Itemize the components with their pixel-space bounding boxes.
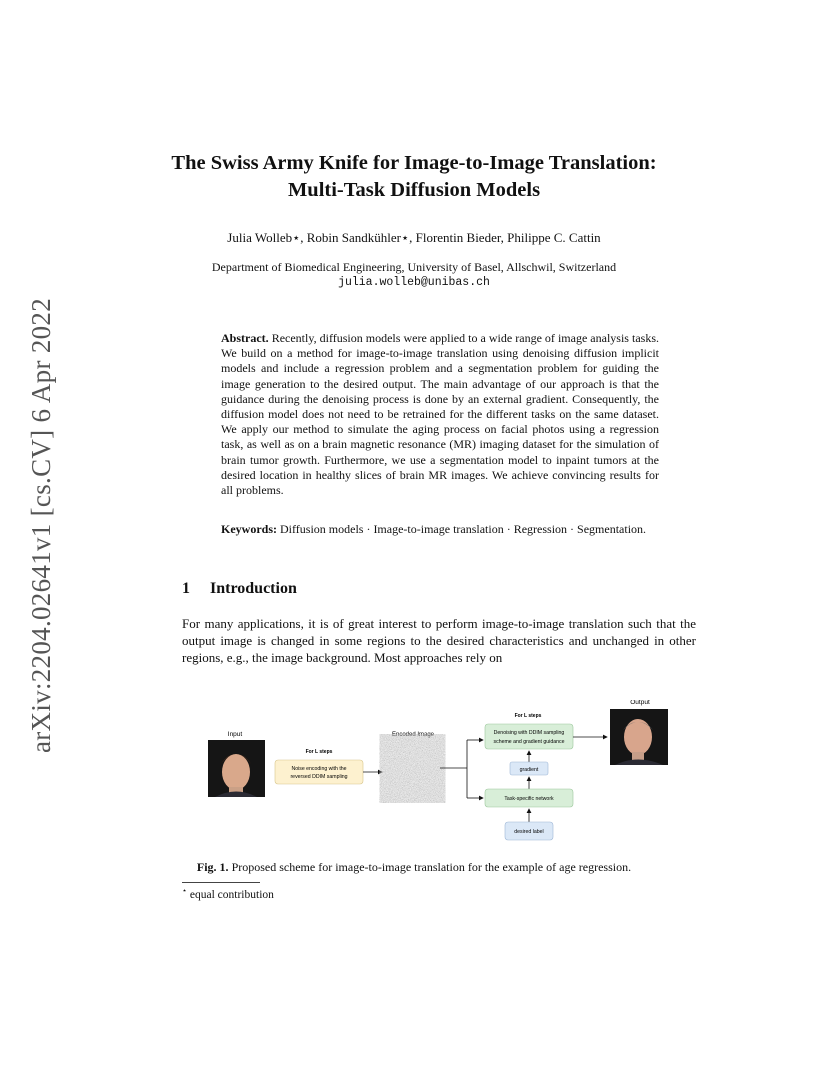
noise-encoding-box (275, 760, 363, 784)
section-heading (182, 580, 297, 598)
caption-label: Fig. 1. (196, 860, 229, 874)
output-photo (610, 709, 668, 765)
keywords (221, 522, 659, 537)
author-list: Julia Wolleb⋆, Robin Sandkühler⋆, Florentin Bieder, Philippe C. Cattin (227, 230, 601, 245)
abstract (221, 331, 659, 498)
arxiv-identifier: arXiv:2204.02641v1 [cs.CV] 6 Apr 2022 (26, 297, 57, 753)
caption-text: Proposed scheme for image-to-image translation for the example of age regression. (231, 860, 632, 874)
abstract-label: Abstract. (221, 331, 269, 345)
intro-paragraph: For many applications, it is of great interest to perform image-to-image translation such that the output image is changed in some regions to the desired characteristics and unchanged in other regions, e.g., the image background. Most approaches rely on (182, 616, 696, 665)
denoise-line1: Denoising with DDIM sampling (493, 730, 565, 736)
section-title: Introduction (210, 580, 297, 597)
denoise-line2: scheme and gradient guidance (493, 739, 565, 745)
figure-caption (160, 860, 668, 875)
email: julia.wolleb@unibas.ch (338, 276, 490, 289)
paper-title: The Swiss Army Knife for Image-to-Image Translation: Multi-Task Diffusion Models (171, 152, 657, 201)
keywords-label: Keywords: (221, 522, 277, 536)
gradient-label: gradient (519, 767, 539, 773)
encoded-image (385, 740, 440, 797)
keywords-text: Diffusion models · Image-to-image translation · Regression · Segmentation. (280, 522, 647, 536)
footnote-mark: ⋆ (182, 886, 188, 895)
input-photo (208, 740, 265, 797)
noise-box-line1: Noise encoding with the (291, 766, 347, 772)
abstract-text: Recently, diffusion models were applied to a wide range of image analysis tasks. We build on a method for image-to-image translation using denoising diffusion implicit models and include a regression problem and a segmentation problem for guiding the image generation to the desired output. The main advantage of our approach is that the guidance during the denoising process is done by an external gradient. Consequently, the diffusion model does not need to be retrained for the different tasks on the same dataset. We apply our method to simulate the aging process on facial photos using a regression task, as well as on a brain magnetic resonance (MR) imaging dataset for the simulation of brain tumor growth. Furthermore, we use a segmentation model to inpaint tumors at the desired location in healthy slices of brain MR images. We achieve convincing results for all problems. (221, 331, 660, 498)
noise-box-line2: reversed DDIM sampling (290, 774, 348, 780)
footnote (182, 886, 274, 901)
task-network-label: Task-specific network (504, 796, 554, 802)
output-label: Output (630, 700, 650, 706)
footnote-text: equal contribution (189, 888, 274, 901)
affiliation: Department of Biomedical Engineering, University of Basel, Allschwil, Switzerland (211, 260, 617, 274)
for-l-steps-label-1: For L steps (305, 749, 333, 755)
denoising-box (485, 724, 573, 749)
for-l-steps-label-2: For L steps (514, 713, 542, 719)
input-label: Input (227, 731, 243, 738)
encoded-image-label: Encoded Image (391, 732, 435, 738)
footnote-rule (182, 882, 260, 883)
figure-diagram (205, 700, 685, 850)
desired-label-text: desired label (514, 829, 544, 835)
affiliation-block (160, 259, 668, 291)
section-number: 1 (182, 580, 190, 597)
